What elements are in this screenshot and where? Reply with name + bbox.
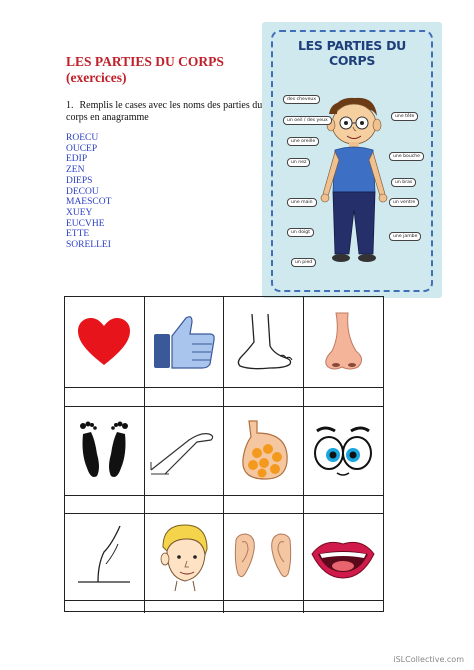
label-main: une main xyxy=(287,198,317,207)
eyes-icon xyxy=(311,423,375,479)
answer-cell[interactable] xyxy=(65,388,145,407)
cell-head xyxy=(145,514,225,601)
heart-icon xyxy=(76,317,132,367)
anagram-item: OUCEP xyxy=(66,143,98,154)
anagram-item: ROECU xyxy=(66,133,99,143)
label-tete: une tête xyxy=(391,112,418,121)
cell-neck xyxy=(65,514,145,601)
anagram-item: ETTE xyxy=(66,229,90,240)
answer-cell[interactable] xyxy=(224,388,304,407)
anagram-item: ZEN xyxy=(66,165,85,176)
answer-cell[interactable] xyxy=(304,496,384,514)
answer-cell[interactable] xyxy=(65,601,145,613)
watermark: iSLCollective.com xyxy=(393,655,464,664)
ears-icon xyxy=(230,532,296,582)
answer-cell[interactable] xyxy=(145,601,225,613)
instruction-number: 1. xyxy=(66,100,74,111)
stomach-icon xyxy=(235,419,291,483)
thumbs-up-icon xyxy=(152,314,216,370)
anagram-item: MAESCOT xyxy=(66,197,112,208)
label-nez: un nez xyxy=(287,158,310,167)
cell-foot xyxy=(224,297,304,388)
neck-icon xyxy=(76,524,132,590)
anagram-item: DECOU xyxy=(66,186,99,197)
cell-nose xyxy=(304,297,384,388)
anagram-item: EUCVHE xyxy=(66,218,105,229)
cell-arm xyxy=(145,407,225,496)
label-ventre: un ventre xyxy=(389,198,419,207)
arm-icon xyxy=(149,426,219,476)
label-pied: un pied xyxy=(291,258,316,267)
footprints-icon xyxy=(75,420,133,482)
label-bras: un bras xyxy=(391,178,416,187)
answer-cell[interactable] xyxy=(145,496,225,514)
label-oreille: une oreille xyxy=(287,137,319,146)
answer-cell[interactable] xyxy=(304,388,384,407)
label-bouche: une bouche xyxy=(389,152,424,161)
label-doigt: un doigt xyxy=(287,228,314,237)
title-line-2: (exercices) xyxy=(66,70,127,85)
answer-cell[interactable] xyxy=(304,601,384,613)
cell-footprints xyxy=(65,407,145,496)
instruction-text: Remplis le cases avec les noms des parties du corps en anagramme xyxy=(66,100,263,123)
label-cheveux: des cheveux xyxy=(283,95,320,104)
title-line-1: LES PARTIES DU CORPS xyxy=(66,54,224,69)
anagram-item: DIEPS xyxy=(66,175,93,186)
cell-eyes xyxy=(304,407,384,496)
anagram-item: EDIP xyxy=(66,154,88,165)
anagram-list xyxy=(66,133,111,251)
label-oeil: un oeil / des yeux xyxy=(283,116,332,125)
anagram-item: SORELLEI xyxy=(66,240,111,251)
answer-cell[interactable] xyxy=(145,388,225,407)
picture-grid xyxy=(64,296,384,612)
anagram-item: XUEY xyxy=(66,207,93,218)
label-jambe: une jambe xyxy=(389,232,421,241)
cell-thumb xyxy=(145,297,225,388)
body-parts-poster xyxy=(262,22,442,298)
answer-cell[interactable] xyxy=(224,496,304,514)
nose-icon xyxy=(318,311,368,373)
answer-cell[interactable] xyxy=(65,496,145,514)
poster-title: LES PARTIES DU CORPS xyxy=(297,38,406,68)
poster-frame xyxy=(271,30,433,292)
foot-icon xyxy=(230,312,296,372)
page-title xyxy=(66,54,256,86)
answer-cell[interactable] xyxy=(224,601,304,613)
mouth-icon xyxy=(310,534,376,580)
cell-heart xyxy=(65,297,145,388)
instruction xyxy=(66,100,266,124)
cell-ears xyxy=(224,514,304,601)
head-icon xyxy=(153,521,215,593)
cell-mouth xyxy=(304,514,384,601)
cell-stomach xyxy=(224,407,304,496)
